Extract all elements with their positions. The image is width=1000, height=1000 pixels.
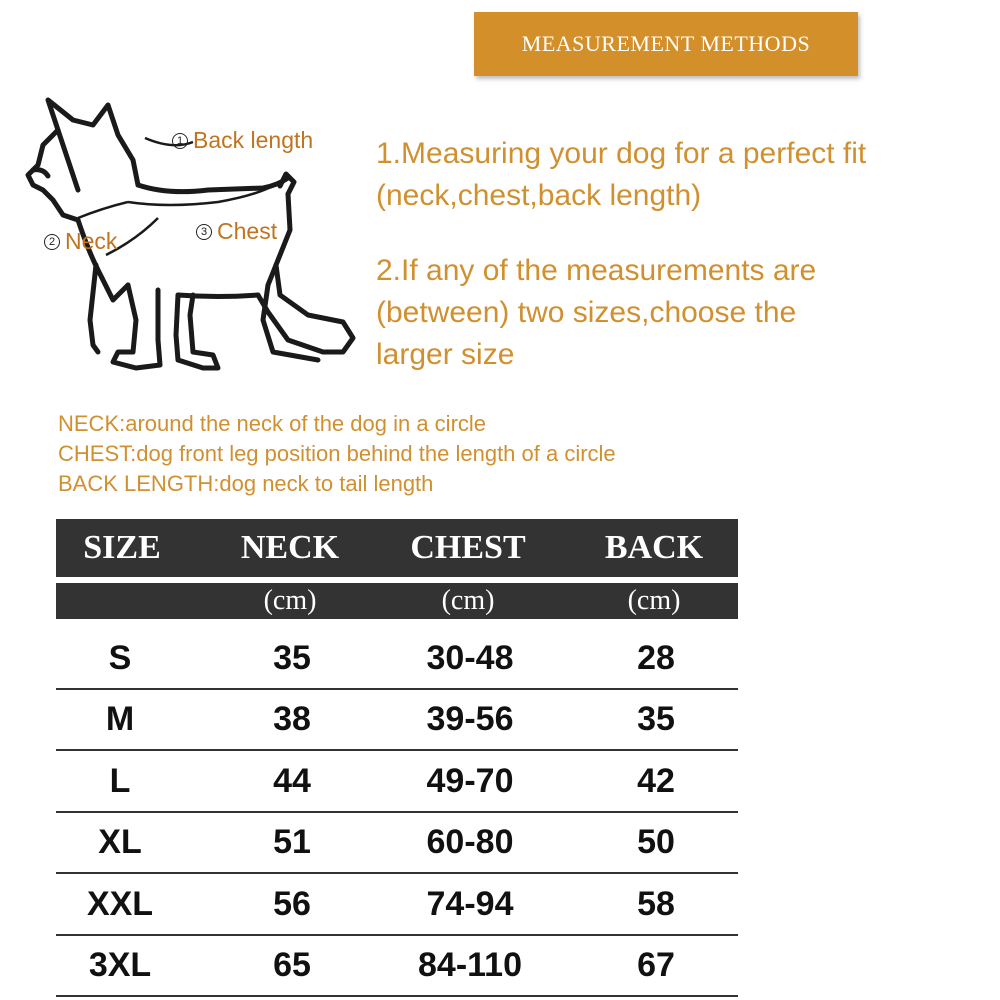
cell-size: XL xyxy=(98,823,142,861)
table-row xyxy=(56,628,738,688)
table-row xyxy=(56,936,738,996)
cell-neck: 44 xyxy=(273,761,311,800)
neck-text: Neck xyxy=(65,228,118,254)
cell-back: 28 xyxy=(637,638,675,677)
definition-back-length: BACK LENGTH:dog neck to tail length xyxy=(58,471,434,496)
size-table-units xyxy=(56,583,738,619)
cell-chest: 84-110 xyxy=(418,946,522,984)
header-back: BACK xyxy=(604,529,704,566)
cell-chest: 49-70 xyxy=(426,761,514,800)
cell-back: 67 xyxy=(637,946,675,984)
cell-neck: 38 xyxy=(273,700,311,738)
unit-chest: (cm) xyxy=(441,585,495,616)
table-row xyxy=(56,813,738,873)
chest-number: 3 xyxy=(196,224,212,240)
cell-back: 42 xyxy=(637,761,675,800)
row-divider xyxy=(56,995,738,997)
table-row xyxy=(56,874,738,934)
back-length-number: 1 xyxy=(172,133,188,149)
instruction-1b: (neck,chest,back length) xyxy=(376,179,702,212)
cell-back: 35 xyxy=(637,700,675,738)
cell-chest: 39-56 xyxy=(426,700,514,738)
definition-neck: NECK:around the neck of the dog in a circle xyxy=(58,411,487,436)
instruction-2b: (between) two sizes,choose the xyxy=(376,296,797,329)
cell-size: M xyxy=(105,700,135,738)
table-row xyxy=(56,690,738,750)
measurement-methods-banner xyxy=(474,12,858,76)
cell-chest: 30-48 xyxy=(426,638,514,677)
header-chest: CHEST xyxy=(410,529,526,566)
size-table-header xyxy=(56,519,738,577)
unit-neck: (cm) xyxy=(263,585,317,616)
cell-neck: 35 xyxy=(273,638,311,677)
banner-title: MEASUREMENT METHODS xyxy=(521,31,811,56)
header-neck: NECK xyxy=(240,529,340,566)
cell-back: 50 xyxy=(637,823,675,861)
neck-number: 2 xyxy=(44,234,60,250)
cell-back: 58 xyxy=(637,884,675,923)
cell-neck: 65 xyxy=(273,946,311,984)
table-row xyxy=(56,751,738,811)
cell-neck: 51 xyxy=(273,823,311,861)
header-size: SIZE xyxy=(83,529,161,566)
cell-size: S xyxy=(108,638,132,677)
neck-label xyxy=(44,228,117,255)
unit-back: (cm) xyxy=(627,585,681,616)
instruction-2a: 2.If any of the measurements are xyxy=(376,254,817,287)
instruction-1a: 1.Measuring your dog for a perfect fit xyxy=(376,137,867,170)
back-length-label xyxy=(172,127,313,154)
back-length-text: Back length xyxy=(193,127,314,153)
cell-chest: 60-80 xyxy=(426,823,514,861)
chest-text: Chest xyxy=(217,218,278,244)
cell-neck: 56 xyxy=(273,884,311,923)
definition-chest: CHEST:dog front leg position behind the length of a circle xyxy=(58,441,616,466)
cell-size: XXL xyxy=(86,884,154,923)
cell-size: L xyxy=(109,761,131,800)
chest-label xyxy=(196,218,277,245)
cell-chest: 74-94 xyxy=(426,884,514,923)
cell-size: 3XL xyxy=(88,946,152,984)
instruction-2c: larger size xyxy=(376,338,515,371)
